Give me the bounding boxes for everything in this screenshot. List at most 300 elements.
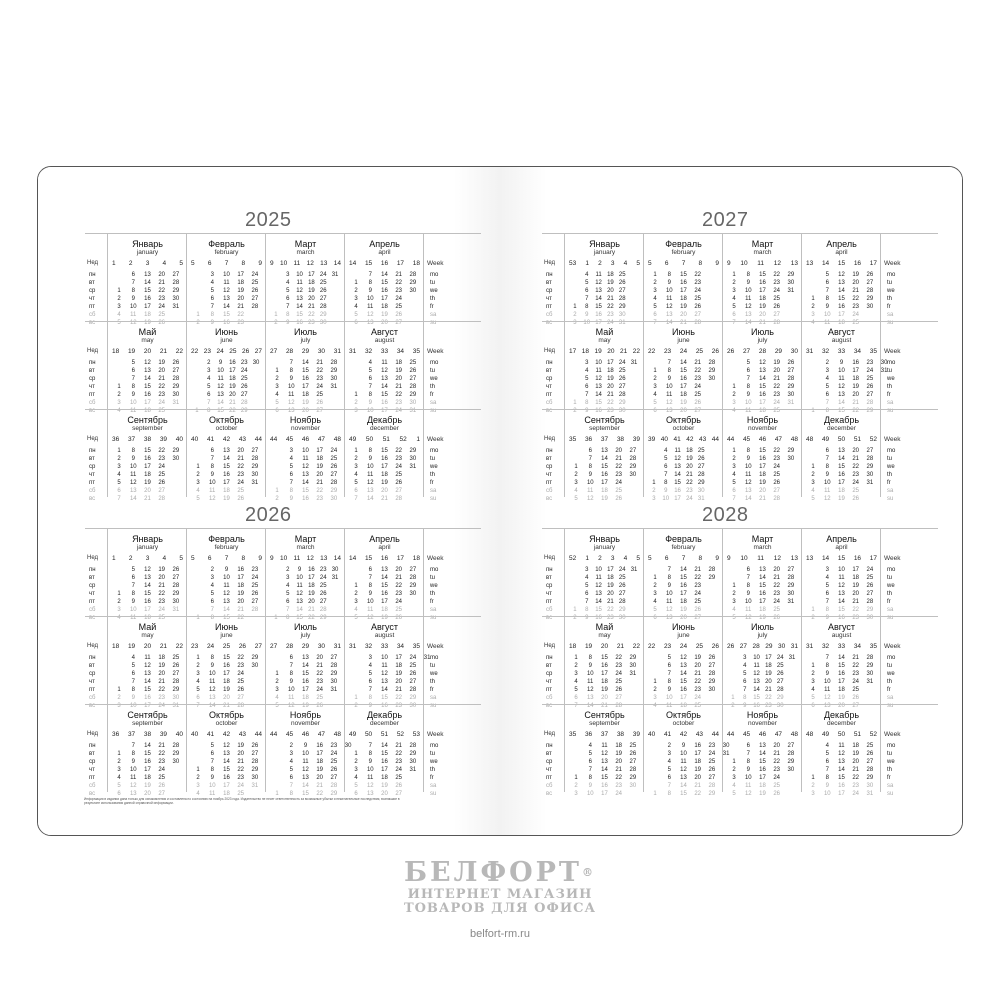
day-number: 25	[158, 408, 166, 414]
week-number: 29	[301, 348, 310, 355]
day-number: 20	[765, 679, 772, 685]
day-number: 11	[367, 775, 374, 781]
day-number: 5	[825, 384, 829, 390]
day-number: 14	[744, 496, 752, 502]
month-june	[186, 617, 266, 709]
week-number: 50	[837, 731, 846, 738]
day-number: 1	[274, 615, 278, 621]
week-number: 2	[128, 555, 133, 562]
week-number: 22	[648, 348, 656, 355]
day-number: 22	[852, 464, 860, 470]
month-name-en: february	[671, 544, 696, 551]
day-number: 22	[316, 791, 324, 797]
month-name: Апрель	[826, 534, 857, 544]
day-number: 22	[237, 464, 245, 470]
day-number: 25	[697, 448, 705, 454]
day-number: 12	[217, 384, 224, 390]
day-number: 30	[629, 783, 637, 789]
day-number: 29	[866, 663, 874, 669]
day-number: 16	[381, 591, 388, 597]
day-number: 8	[210, 312, 214, 318]
month-december	[801, 410, 881, 502]
day-number: 30	[344, 743, 352, 749]
month-june	[186, 322, 266, 414]
day-number: 2	[196, 472, 200, 478]
day-number: 10	[665, 695, 673, 701]
day-number: 29	[409, 392, 417, 398]
weekday-label: сб	[546, 695, 553, 701]
weekday-label-en: th	[430, 296, 436, 302]
day-number: 24	[852, 791, 860, 797]
day-number: 30	[787, 392, 795, 398]
week-numbers	[806, 643, 877, 650]
weekday-label-en: we	[430, 759, 438, 765]
day-number: 31	[788, 655, 796, 661]
week-number: 44	[727, 436, 735, 443]
day-number: 10	[287, 384, 295, 390]
week-labels	[423, 234, 452, 326]
day-number: 25	[618, 575, 626, 581]
day-number: 10	[823, 791, 831, 797]
day-number: 3	[368, 655, 372, 661]
day-number: 10	[208, 671, 216, 677]
day-number: 19	[680, 607, 687, 613]
day-number: 29	[172, 384, 180, 390]
month-september	[564, 705, 644, 797]
day-number: 19	[316, 767, 324, 773]
day-number: 13	[674, 464, 681, 470]
day-number: 10	[838, 567, 845, 573]
day-number: 6	[746, 743, 750, 749]
day-number: 12	[586, 496, 594, 502]
day-number: 4	[653, 599, 657, 605]
day-number: 15	[759, 759, 766, 765]
day-number: 14	[838, 655, 845, 661]
day-number: 7	[286, 304, 290, 310]
day-number: 21	[308, 607, 315, 613]
day-number: 6	[825, 392, 829, 398]
weekday-label-en: we	[430, 583, 438, 589]
week-number: 26	[238, 643, 247, 650]
day-number: 11	[601, 743, 608, 749]
day-number: 6	[196, 695, 200, 701]
month-name-en: march	[296, 249, 315, 256]
day-number: 10	[366, 767, 374, 773]
day-number: 11	[838, 743, 845, 749]
day-number: 11	[223, 280, 230, 286]
day-number: 5	[286, 288, 290, 294]
day-number: 24	[852, 480, 860, 486]
week-number: 15	[364, 260, 373, 267]
week-number: 21	[616, 643, 625, 650]
weekday-label: пт	[546, 775, 552, 781]
day-number: 3	[354, 767, 358, 773]
day-number: 8	[825, 464, 829, 470]
day-number: 13	[302, 655, 309, 661]
day-number: 19	[773, 360, 781, 366]
weekday-label-en: sa	[430, 312, 437, 318]
day-number: 11	[838, 575, 845, 581]
week-number: 45	[742, 731, 751, 738]
day-number: 25	[251, 583, 259, 589]
weekday-label: вс	[89, 615, 96, 621]
day-number: 15	[601, 464, 608, 470]
day-number: 13	[601, 448, 608, 454]
day-number: 20	[615, 759, 623, 765]
day-number: 22	[607, 400, 614, 406]
month-name: Сентябрь	[584, 710, 625, 720]
day-number: 25	[158, 312, 166, 318]
day-number: 5	[196, 496, 200, 502]
day-number: 15	[680, 791, 687, 797]
day-number: 9	[825, 304, 829, 310]
day-number: 19	[308, 288, 315, 294]
day-number: 6	[653, 408, 657, 414]
weekday-labels	[85, 410, 107, 502]
day-number: 2	[732, 767, 736, 773]
day-number: 27	[409, 679, 417, 685]
day-number: 1	[354, 280, 358, 286]
day-number: 19	[680, 304, 687, 310]
day-number: 26	[708, 767, 716, 773]
day-number: 23	[330, 743, 338, 749]
day-number: 3	[811, 679, 815, 685]
day-number: 20	[852, 280, 860, 286]
day-number: 28	[787, 751, 795, 757]
day-number: 7	[286, 607, 290, 613]
weekday-label-en: tu	[887, 368, 893, 374]
day-number: 21	[316, 360, 324, 366]
day-number: 27	[330, 775, 338, 781]
day-number: 29	[708, 368, 716, 374]
week-number: 5	[648, 260, 652, 267]
day-number: 6	[825, 591, 829, 597]
week-number: 6	[207, 555, 212, 562]
day-number: 24	[395, 296, 403, 302]
day-number: 17	[302, 384, 309, 390]
day-number: 30	[251, 775, 259, 781]
day-number: 9	[825, 671, 829, 677]
weekday-label-en: sa	[430, 783, 437, 789]
day-number: 9	[368, 400, 372, 406]
day-number: 4	[354, 304, 358, 310]
month-name: Ноябрь	[746, 415, 779, 425]
day-number: 5	[131, 663, 135, 669]
day-number: 2	[825, 360, 829, 366]
month-name: Декабрь	[823, 415, 860, 425]
week-numbers	[191, 555, 262, 562]
day-number: 26	[615, 687, 623, 693]
day-number: 12	[302, 767, 309, 773]
day-number: 30	[330, 496, 338, 502]
month-name-en: june	[220, 337, 233, 344]
week-number: 20	[143, 643, 152, 650]
day-number: 3	[825, 368, 829, 374]
day-number: 28	[629, 456, 637, 462]
day-number: 30	[618, 408, 626, 414]
disclaimer-note: Информация в издании дана только для ознакомления и составлена по состоянию на ноябрь 2023 года. Издательство не несет ответственность за возможные убытки и нежелательные последствия, возникшие в результате использования данной справочной информации.	[84, 797, 400, 805]
day-number: 21	[395, 743, 403, 749]
day-number: 28	[158, 496, 166, 502]
day-number: 31	[629, 671, 637, 677]
day-number: 2	[574, 663, 578, 669]
day-number: 23	[615, 472, 623, 478]
day-number: 11	[381, 663, 388, 669]
week-number: 44	[711, 436, 719, 443]
day-number: 14	[381, 575, 388, 581]
weekday-label-en: mo	[430, 567, 439, 573]
week-number: 34	[396, 348, 405, 355]
day-number: 24	[158, 607, 166, 613]
day-number: 10	[586, 671, 594, 677]
month-name: Сентябрь	[584, 415, 625, 425]
day-number: 15	[381, 695, 388, 701]
day-number: 28	[409, 575, 417, 581]
week-number: 15	[837, 555, 846, 562]
week-number: 1	[112, 555, 116, 562]
week-number: 41	[206, 731, 215, 738]
day-number: 30	[708, 376, 716, 382]
day-number: 1	[354, 583, 358, 589]
day-number: 21	[158, 743, 166, 749]
week-number: 44	[711, 731, 719, 738]
day-number: 11	[753, 663, 760, 669]
day-number: 7	[664, 472, 668, 478]
day-number: 8	[289, 791, 293, 797]
day-number: 20	[302, 408, 309, 414]
day-number: 19	[237, 743, 245, 749]
day-number: 28	[615, 703, 623, 709]
day-number: 10	[744, 288, 752, 294]
day-number: 29	[776, 695, 784, 701]
week-number: 45	[285, 436, 294, 443]
week-number: 9	[715, 555, 719, 562]
week-number: 47	[317, 731, 326, 738]
day-number: 25	[395, 607, 403, 613]
month-name: Октябрь	[209, 415, 244, 425]
day-number: 2	[732, 392, 736, 398]
day-number: 1	[732, 384, 736, 390]
day-number: 26	[694, 400, 702, 406]
day-number: 14	[665, 320, 673, 326]
day-number: 7	[825, 456, 829, 462]
day-number: 25	[708, 759, 716, 765]
day-number: 29	[787, 384, 795, 390]
day-number: 16	[595, 312, 602, 318]
day-number: 29	[251, 655, 259, 661]
day-number: 4	[286, 280, 290, 286]
day-number: 12	[144, 360, 151, 366]
day-number: 5	[653, 400, 657, 406]
day-number: 14	[838, 767, 845, 773]
month-may	[107, 617, 187, 709]
day-number: 26	[697, 456, 705, 462]
right-page	[500, 167, 963, 835]
day-number: 22	[395, 448, 403, 454]
day-number: 27	[395, 791, 403, 797]
day-number: 24	[395, 464, 403, 470]
day-number: 13	[838, 392, 845, 398]
day-number: 26	[708, 655, 716, 661]
day-number: 29	[866, 775, 874, 781]
day-number: 26	[158, 783, 166, 789]
day-number: 23	[686, 488, 693, 494]
day-number: 30	[629, 472, 637, 478]
day-number: 12	[838, 384, 845, 390]
day-number: 16	[229, 360, 236, 366]
day-number: 2	[207, 360, 211, 366]
day-number: 15	[223, 655, 230, 661]
day-number: 29	[240, 408, 248, 414]
day-number: 22	[852, 607, 860, 613]
weekday-label: сб	[546, 783, 553, 789]
day-number: 6	[811, 703, 815, 709]
day-number: 22	[237, 655, 245, 661]
weekday-label: вт	[89, 368, 95, 374]
day-number: 26	[694, 607, 702, 613]
month-name-en: december	[370, 720, 399, 727]
day-number: 5	[732, 304, 736, 310]
month-april	[344, 529, 424, 621]
day-number: 8	[210, 655, 214, 661]
day-number: 17	[680, 591, 687, 597]
week-number: 29	[765, 643, 773, 650]
site-url[interactable]: belfort-rm.ru	[470, 928, 530, 940]
week-number: 25	[222, 643, 231, 650]
week-number: 30	[778, 643, 786, 650]
day-number: 21	[615, 767, 623, 773]
day-number: 16	[237, 567, 245, 573]
week-number: 47	[774, 436, 783, 443]
day-number: 21	[395, 272, 403, 278]
day-number: 26	[409, 671, 417, 677]
day-number: 1	[196, 312, 200, 318]
day-number: 21	[680, 320, 687, 326]
day-number: 23	[615, 783, 623, 789]
day-number: 27	[158, 791, 166, 797]
day-number: 26	[866, 583, 874, 589]
month-name: Октябрь	[666, 710, 701, 720]
weekday-label-en: mo	[887, 655, 896, 661]
month-september	[564, 410, 644, 502]
day-number: 19	[607, 280, 614, 286]
day-number: 12	[366, 783, 374, 789]
week-number: 7	[681, 555, 686, 562]
weekday-label: сб	[89, 488, 96, 494]
day-number: 3	[667, 751, 671, 757]
day-number: 6	[585, 384, 589, 390]
day-number: 7	[207, 400, 211, 406]
day-number: 19	[852, 272, 860, 278]
day-number: 6	[825, 280, 829, 286]
weekday-label: пт	[546, 392, 552, 398]
day-number: 20	[223, 695, 230, 701]
day-number: 31	[251, 480, 259, 486]
day-number: 17	[852, 368, 860, 374]
week-number: 39	[159, 731, 168, 738]
week-number: 51	[382, 436, 390, 443]
day-number: 10	[680, 751, 687, 757]
day-number: 27	[618, 591, 626, 597]
weekday-label: ср	[89, 288, 96, 294]
day-number: 22	[316, 488, 324, 494]
day-number: 13	[838, 759, 845, 765]
day-number: 19	[607, 583, 614, 589]
day-number: 9	[746, 591, 750, 597]
day-number: 12	[302, 464, 309, 470]
day-number: 16	[759, 456, 766, 462]
day-number: 1	[574, 464, 578, 470]
weekday-label: вт	[546, 751, 552, 757]
day-number: 3	[196, 671, 200, 677]
week-numbers	[112, 260, 183, 267]
day-number: 2	[275, 376, 279, 382]
day-number: 18	[302, 392, 309, 398]
day-number: 26	[776, 671, 784, 677]
planner-spread	[37, 166, 963, 836]
day-number: 21	[765, 687, 772, 693]
day-number: 2	[275, 496, 279, 502]
day-number: 8	[825, 663, 829, 669]
calendar-grid	[85, 233, 481, 502]
week-number: 4	[623, 555, 628, 562]
day-number: 1	[354, 448, 358, 454]
day-number: 25	[158, 775, 166, 781]
week-number: 17	[869, 555, 877, 562]
day-number: 18	[237, 280, 245, 286]
day-number: 10	[744, 599, 752, 605]
day-number: 14	[586, 703, 594, 709]
week-number: 32	[364, 643, 373, 650]
day-number: 12	[223, 743, 230, 749]
day-number: 13	[223, 599, 230, 605]
week-number-label: Нед	[87, 643, 99, 649]
day-number: 4	[117, 472, 121, 478]
day-number: 17	[223, 783, 230, 789]
day-number: 15	[381, 448, 388, 454]
month-name-en: september	[132, 425, 163, 432]
day-number: 23	[319, 567, 327, 573]
day-number: 18	[759, 472, 766, 478]
weekday-label: сб	[89, 607, 96, 613]
day-number: 25	[316, 392, 324, 398]
week-number: 49	[349, 731, 357, 738]
day-number: 14	[838, 599, 845, 605]
day-number: 10	[583, 320, 591, 326]
day-number: 27	[158, 488, 166, 494]
weekday-label-en: fr	[430, 687, 434, 693]
day-number: 22	[607, 304, 614, 310]
day-number: 23	[852, 304, 860, 310]
day-number: 29	[409, 751, 417, 757]
week-numbers	[727, 436, 798, 443]
week-numbers	[112, 436, 183, 443]
day-number: 3	[585, 567, 589, 573]
day-number: 15	[223, 615, 230, 621]
weekday-label-en: tu	[430, 751, 436, 757]
day-number: 15	[680, 679, 687, 685]
day-number: 3	[289, 448, 293, 454]
month-august	[801, 617, 881, 709]
week-number: 22	[632, 643, 640, 650]
day-number: 24	[852, 312, 860, 318]
month-name: Сентябрь	[127, 415, 168, 425]
day-number: 7	[210, 607, 214, 613]
weekday-label-en: fr	[430, 599, 434, 605]
weekday-label-en: sa	[887, 400, 894, 406]
day-number: 28	[776, 687, 784, 693]
day-number: 21	[607, 296, 614, 302]
